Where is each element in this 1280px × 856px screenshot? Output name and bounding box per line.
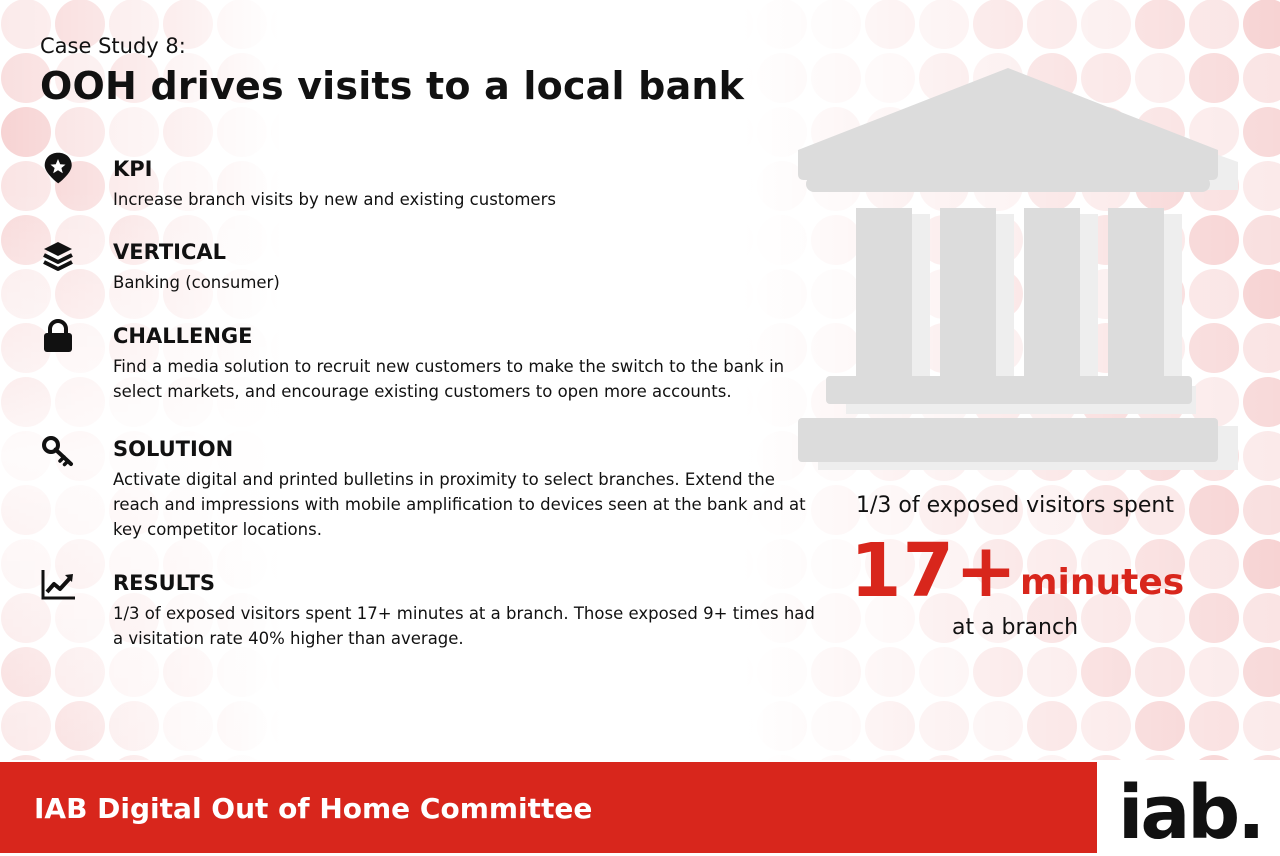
kpi-text: Increase branch visits by new and existing customers — [113, 190, 556, 209]
iab-logo — [1100, 762, 1280, 856]
map-pin-star-icon — [40, 151, 76, 187]
stat-unit: minutes — [1020, 562, 1185, 603]
stat-value: 17+ — [850, 528, 1018, 614]
solution-text: Activate digital and printed bulletins in proximity to select branches. Extend the reach and impressions with mobile amplification to devices seen at the bank and at key competitor locations. — [113, 470, 806, 539]
iab-logo-text: iab. — [1118, 770, 1263, 856]
layers-icon — [40, 238, 76, 274]
lock-icon — [40, 318, 76, 354]
bank-building-icon — [796, 66, 1242, 476]
challenge-heading: CHALLENGE — [113, 324, 253, 348]
challenge-text: Find a media solution to recruit new customers to make the switch to the bank in select markets, and encourage existing customers to open more accounts. — [113, 357, 785, 401]
stat-outro-text: at a branch — [951, 615, 1079, 640]
committee-name: IAB Digital Out of Home Committee — [34, 792, 593, 825]
solution-heading: SOLUTION — [113, 437, 234, 461]
key-icon — [40, 433, 76, 469]
kpi-heading: KPI — [113, 157, 153, 181]
vertical-heading: VERTICAL — [113, 240, 227, 264]
results-heading: RESULTS — [113, 571, 216, 595]
trend-up-icon — [40, 567, 76, 603]
case-study-label: Case Study 8: — [40, 34, 186, 58]
page-title: OOH drives visits to a local bank — [40, 64, 745, 108]
results-text: 1/3 of exposed visitors spent 17+ minutes at a branch. Those exposed 9+ times had a visitation rate 40% higher than average. — [113, 604, 815, 648]
vertical-text: Banking (consumer) — [113, 273, 280, 292]
footer-bar — [0, 762, 1097, 853]
stat-intro-text: 1/3 of exposed visitors spent — [856, 493, 1174, 518]
